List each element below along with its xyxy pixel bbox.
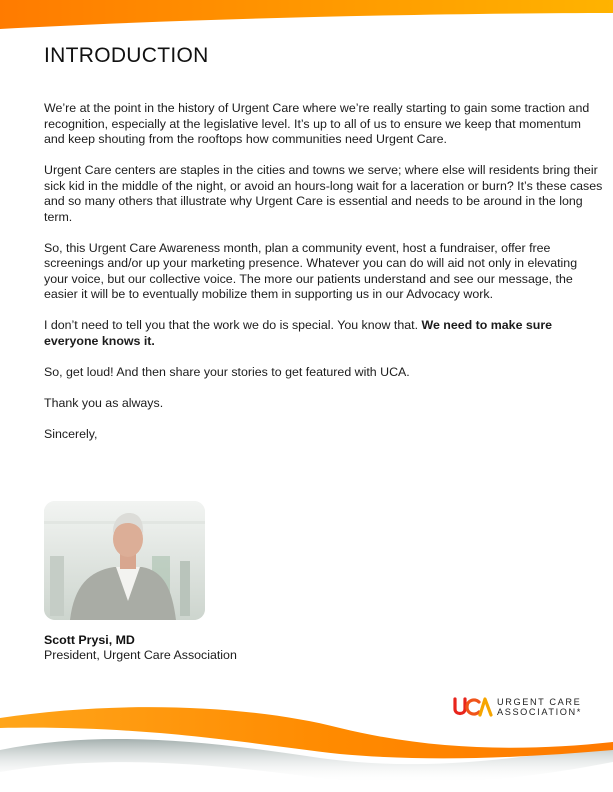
paragraph-4-bold: We need to make sure everyone knows it. xyxy=(44,318,553,348)
paragraph-3: So, this Urgent Care Awareness month, plan a community event, host a fundraiser, offer free screenings and/or up your marketing presence. Whatever you can do will aid not only in elevating your voice, but our collective voice. The more our patients understand and see our message, the easier it will be to eventually mobilize them in supporting us in our Advocacy work. xyxy=(44,240,578,301)
signer-title: President, Urgent Care Association xyxy=(44,648,237,662)
logo-trademark: * xyxy=(576,707,582,717)
page-title: INTRODUCTION xyxy=(44,44,209,67)
logo-line-2-text: ASSOCIATION xyxy=(497,707,577,717)
paragraph-5: So, get loud! And then share your stories to get featured with UCA. xyxy=(44,364,410,379)
logo-line-2 xyxy=(497,707,582,718)
uca-logo xyxy=(453,695,593,719)
paragraph-4-regular: I don’t need to tell you that the work we do is special. You know that. xyxy=(44,318,422,332)
letter-body xyxy=(44,101,604,458)
logo-line-1: URGENT CARE xyxy=(497,696,582,707)
signer-name: Scott Prysi, MD xyxy=(44,633,135,647)
portrait-illustration xyxy=(44,501,205,620)
sign-off: Sincerely, xyxy=(44,426,98,441)
paragraph-6: Thank you as always. xyxy=(44,395,164,410)
paragraph-4 xyxy=(44,318,604,349)
author-photo xyxy=(44,501,205,620)
paragraph-1: We’re at the point in the history of Urgent Care where we’re really starting to gain some traction and recognition, especially at the legislative level. It’s up to all of us to ensure we keep that momentum and keep shouting from the rooftops how communities need Urgent Care. xyxy=(44,101,590,146)
paragraph-2: Urgent Care centers are staples in the cities and towns we serve; where else will residents bring their sick kid in the middle of the night, or avoid an hours-long wait for a laceration or burn? It’s these cases and so many others that illustrate why Urgent Care is essential and needs to be around in the long term. xyxy=(44,163,603,224)
top-orange-band xyxy=(0,0,613,32)
uca-logo-mark-icon xyxy=(453,696,493,718)
uca-logo-wordmark xyxy=(497,697,582,718)
